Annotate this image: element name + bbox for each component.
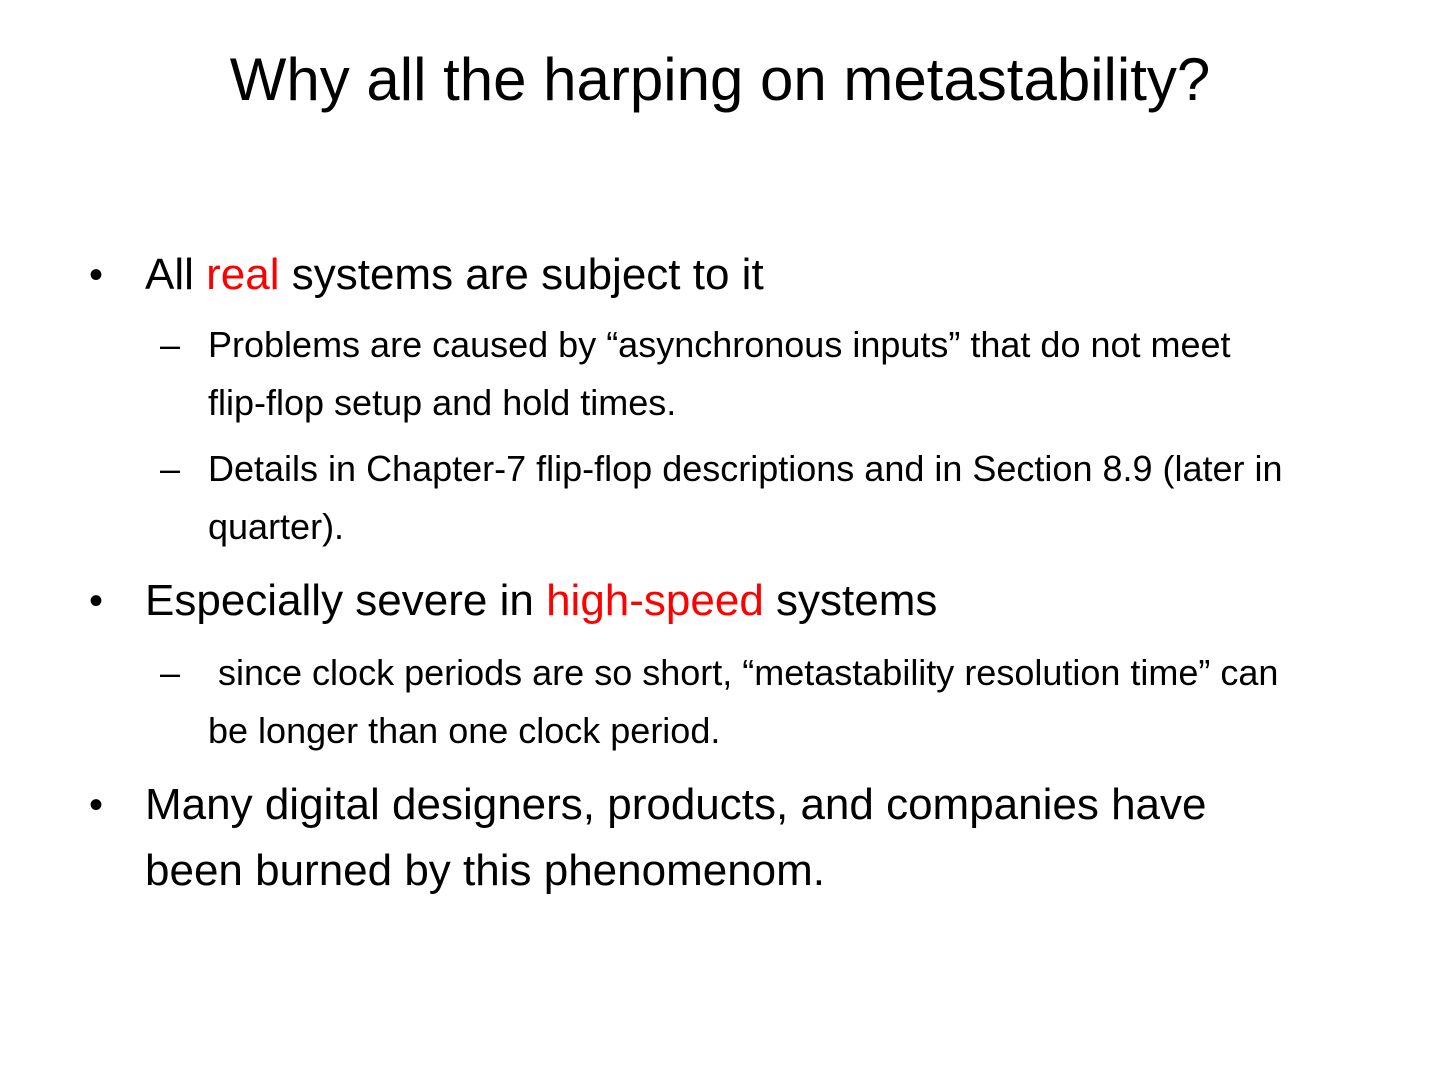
slide-title: Why all the harping on metastability? [229,46,1211,113]
dash-marker: – [160,324,181,365]
sub-item-text: Problems are caused by “asynchronous inputs” that do not meet flip-flop setup and hold times. [208,324,1231,423]
sub-item-text: Details in Chapter-7 flip-flop descriptions and in Section 8.9 (later in quarter). [208,448,1283,547]
highlighted-word: high-speed [546,576,764,625]
bullet-text-part: systems [763,576,938,625]
bullet-text [145,568,1285,634]
bullet-marker: • [89,253,104,297]
bullet-text-part: All [145,250,207,299]
highlighted-word: real [206,250,280,299]
bullet-marker: • [89,579,104,623]
bullet-text-part: systems are subject to it [279,250,764,299]
sub-item-text: since clock periods are so short, “metastability resolution time” can be longer than one clock period. [208,652,1289,751]
bullet-marker: • [89,783,104,827]
bullet-text [145,242,1285,308]
bullet-text-part: Especially severe in [145,576,547,625]
dash-marker: – [160,448,181,489]
bullet-text: Many digital designers, products, and companies have been burned by this phenomenom. [145,780,1207,895]
dash-marker: – [160,652,181,693]
